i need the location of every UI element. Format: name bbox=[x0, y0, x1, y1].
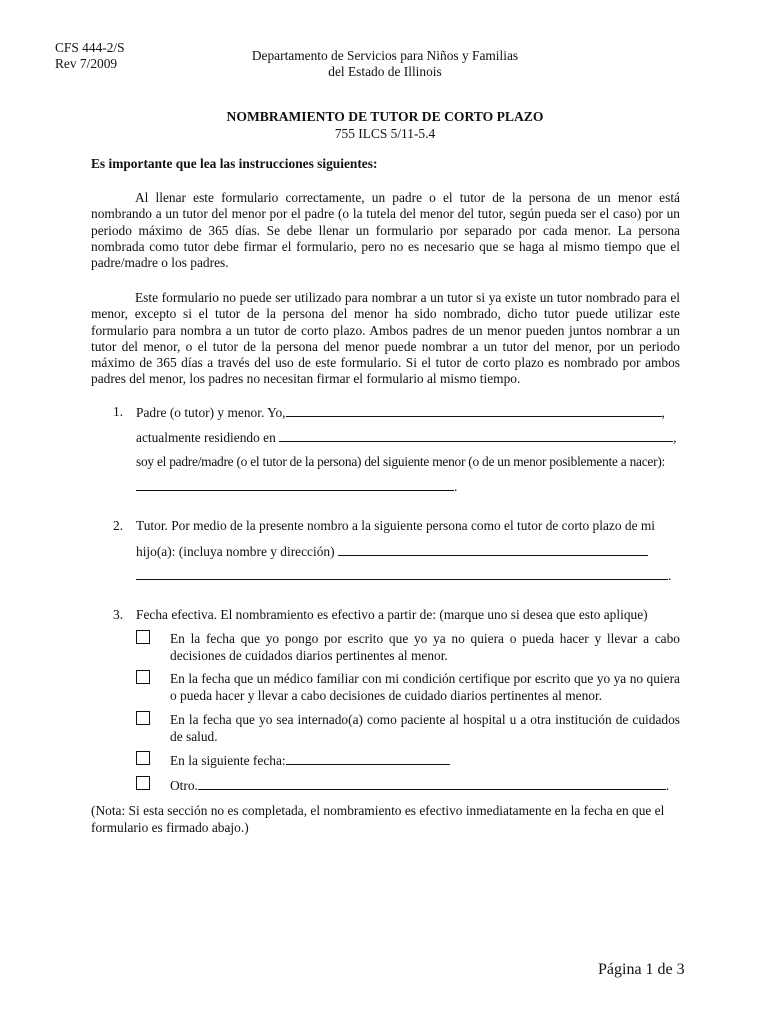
period: . bbox=[668, 568, 672, 583]
section-1-row-name bbox=[136, 404, 665, 422]
section-3-note: (Nota: Si esta sección no es completada, el nombramiento es efectivo inmediatamente en la fecha en que el formulario es firmado abajo.) bbox=[91, 803, 665, 835]
section-2-row-child bbox=[136, 543, 648, 561]
title-main: NOMBRAMIENTO DE TUTOR DE CORTO PLAZO bbox=[226, 109, 544, 124]
residence-label: actualmente residiendo en bbox=[136, 430, 276, 445]
residence-field[interactable] bbox=[279, 429, 673, 442]
parent-name-field[interactable] bbox=[286, 404, 662, 417]
section-2-row-address bbox=[136, 567, 671, 585]
option-1-label: En la fecha que yo pongo por escrito que yo ya no quiera o pueda hacer y llevar a cabo decisiones de cuidados diarios pertinentes al menor. bbox=[170, 631, 680, 663]
other-field[interactable] bbox=[198, 777, 666, 790]
period: . bbox=[665, 778, 670, 793]
guardian-name-field[interactable] bbox=[338, 543, 648, 556]
form-revision: Rev 7/2009 bbox=[55, 56, 118, 71]
option-1-checkbox[interactable] bbox=[136, 630, 150, 644]
department-line-2: del Estado de Illinois bbox=[328, 64, 442, 79]
department-header bbox=[0, 48, 770, 80]
period: . bbox=[454, 479, 458, 494]
section-3-text: Fecha efectiva. El nombramiento es efectivo a partir de: (marque uno si desea que esto aplique) bbox=[136, 607, 648, 622]
section-2-text: Tutor. Por medio de la presente nombro a la siguiente persona como el tutor de corto plazo de mi bbox=[136, 518, 656, 533]
child-label: hijo(a): (incluya nombre y dirección) bbox=[136, 544, 335, 559]
guardian-address-field[interactable] bbox=[136, 567, 668, 580]
option-4-label: En la siguiente fecha: bbox=[170, 753, 286, 768]
section-1-row-residence bbox=[136, 429, 677, 447]
section-3-number: 3. bbox=[113, 607, 124, 622]
document-title bbox=[0, 108, 770, 142]
page-number: Página 1 de 3 bbox=[598, 961, 685, 978]
option-4-row bbox=[170, 752, 450, 770]
section-1-number: 1. bbox=[113, 404, 124, 419]
option-4-checkbox[interactable] bbox=[136, 751, 150, 765]
option-5-row bbox=[170, 777, 669, 795]
comma: , bbox=[661, 405, 665, 420]
option-2-label: En la fecha que un médico familiar con mi condición certifique por escrito que yo ya no quiera o pueda hacer y llevar a cabo decisiones de cuidado diarios pertinentes al menor. bbox=[170, 671, 680, 703]
department-line-1: Departamento de Servicios para Niños y Familias bbox=[251, 48, 519, 63]
comma: , bbox=[673, 430, 677, 445]
section-1-relation: soy el padre/madre (o el tutor de la persona) del siguiente menor (o de un menor posiblemente a nacer): bbox=[136, 454, 666, 469]
instructions-heading: Es importante que lea las instrucciones siguientes: bbox=[91, 156, 378, 171]
option-5-label: Otro. bbox=[170, 778, 198, 793]
section-1-row-minor bbox=[136, 478, 457, 496]
option-3-label: En la fecha que yo sea internado(a) como paciente al hospital u a otra institución de cuidados de salud. bbox=[170, 712, 680, 744]
option-2-checkbox[interactable] bbox=[136, 670, 150, 684]
form-code: CFS 444-2/S bbox=[55, 40, 125, 55]
section-2-number: 2. bbox=[113, 518, 124, 533]
instructions-paragraph-1: Al llenar este formulario correctamente, un padre o el tutor de la persona de un menor está nombrando a un tutor del menor por el padre (o la tutela del menor del tutor, según pueda ser el caso) por un periodo máximo de 365 días. Se debe llenar un formulario por separado por cada menor. La persona nombrada como tutor debe firmar el formulario, pero no es necesario que se haga al mismo tiempo que el padre/madre o los padres. bbox=[91, 190, 680, 271]
instructions-paragraph-2: Este formulario no puede ser utilizado para nombrar a un tutor si ya existe un tutor nombrado para el menor, excepto si el tutor de la persona del menor ha sido nombrado, dicho tutor puede utilizar este formulario para nombra a un tutor de corto plazo. Ambos padres de un menor pueden juntos nombrar a un tutor del menor, o el tutor de la persona del menor puede nombrar a un tutor del menor, por un periodo máximo de 365 días a través del uso de este formulario. Si el tutor de corto plazo es nombrado por ambos padres del menor, los padres no necesitan firmar el formulario al mismo tiempo. bbox=[91, 290, 680, 387]
option-5-checkbox[interactable] bbox=[136, 776, 150, 790]
option-3-checkbox[interactable] bbox=[136, 711, 150, 725]
specific-date-field[interactable] bbox=[286, 752, 450, 765]
minor-name-field[interactable] bbox=[136, 478, 454, 491]
section-1-label: Padre (o tutor) y menor. Yo, bbox=[136, 405, 286, 420]
title-statute: 755 ILCS 5/11-5.4 bbox=[334, 126, 436, 141]
